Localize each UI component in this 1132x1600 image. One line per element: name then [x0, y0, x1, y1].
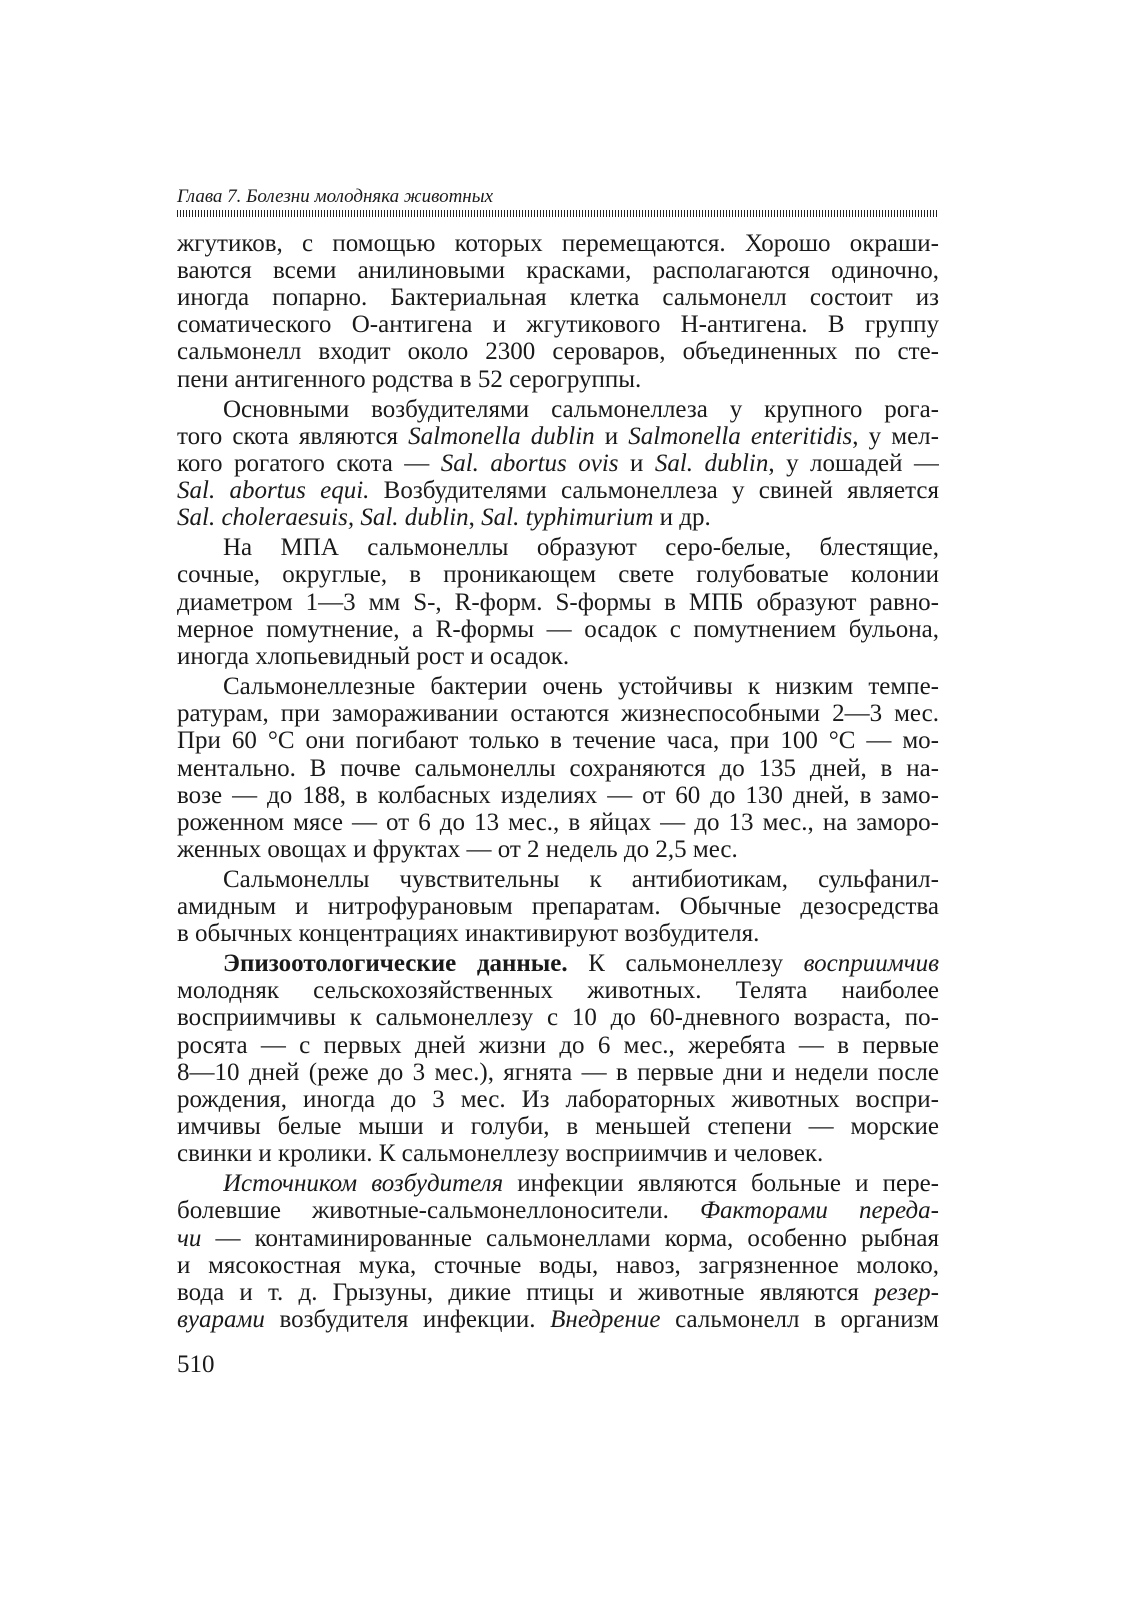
header-rule [177, 210, 939, 217]
text-run: На МПА сальмонеллы образуют серо-белые, блестящие, [223, 534, 939, 561]
text-line [177, 477, 939, 505]
text-line [223, 866, 939, 894]
text-run: ваются всеми анилиновыми красками, располагаются одиночно, [177, 257, 939, 284]
text-line [177, 338, 939, 366]
italic-run: Sal. abortus equi. [177, 477, 370, 504]
text-run: 8—10 дней (реже до 3 мес.), ягнята — в первые дни и недели после [177, 1059, 939, 1086]
text-line [177, 257, 939, 285]
text-run: сальмонелл входит около 2300 сероваров, объединенных по сте- [177, 338, 939, 365]
text-run: иногда попарно. Бактериальная клетка сальмонелл состоит из [177, 284, 939, 311]
italic-run: Sal. typhimurium [481, 504, 654, 531]
text-line [177, 1032, 939, 1060]
text-line [177, 1279, 939, 1307]
text-line [177, 782, 939, 810]
text-line [177, 1252, 939, 1280]
text-run: соматического О-антигена и жгутикового Н-антигена. В группу [177, 311, 939, 338]
text-line [177, 1225, 939, 1253]
text-run: сальмонелл в организм [660, 1306, 939, 1333]
italic-run: чи [177, 1225, 202, 1252]
text-run: возбудителя инфекции. [264, 1306, 551, 1333]
text-run: рождения, иногда до 3 мес. Из лабораторных животных воспри- [177, 1086, 939, 1113]
text-run: роженном мясе — от 6 до 13 мес., в яйцах — до 13 мес., на заморо- [177, 809, 939, 836]
text-run: ментально. В почве сальмонеллы сохраняются до 135 дней, в на- [177, 755, 939, 782]
text-line [177, 1140, 939, 1168]
text-run: сочные, округлые, в проникающем свете голубоватые колонии [177, 561, 939, 588]
text-run: возе — до 188, в колбасных изделиях — от 60 до 130 дней, в замо- [177, 782, 939, 809]
text-run: Сальмонеллы чувствительны к антибиотикам, сульфанил- [223, 866, 939, 893]
text-run: жгутиков, с помощью которых перемещаются. Хорошо окраши- [177, 230, 939, 257]
text-line [177, 504, 939, 532]
text-line [177, 755, 939, 783]
text-line [177, 727, 939, 755]
text-line [223, 1170, 939, 1198]
italic-run: Внедрение [550, 1306, 661, 1333]
text-run: и др. [653, 504, 711, 531]
text-run: женных овощах и фруктах — от 2 недель до 2,5 мес. [177, 836, 738, 863]
text-run: и [594, 423, 629, 450]
text-line [177, 836, 939, 864]
text-run: имчивы белые мыши и голуби, в меньшей степени — морские [177, 1113, 939, 1140]
text-run: инфекции являются больные и пере- [503, 1170, 939, 1197]
bold-run: Эпизоотологические данные. [223, 950, 568, 977]
running-header: Глава 7. Болезни молодняка животных [177, 186, 494, 207]
text-run: вода и т. д. Грызуны, дикие птицы и животные являются [177, 1279, 875, 1306]
text-run: кого рогатого скота — [177, 450, 441, 477]
text-run: диаметром 1—3 мм S-, R-форм. S-формы в МПБ образуют равно- [177, 589, 939, 616]
text-line [177, 230, 939, 258]
page-number: 510 [177, 1351, 215, 1378]
text-run: мерное помутнение, а R-формы — осадок с помутнением бульона, [177, 616, 939, 643]
text-line [223, 534, 939, 562]
text-run: Основными возбудителями сальмонеллеза у крупного рога- [223, 396, 939, 423]
text-run: того скота являются [177, 423, 409, 450]
italic-run: Salmonella enteritidis [628, 423, 853, 450]
italic-run: Факторами переда- [699, 1197, 939, 1224]
italic-run: вуарами [177, 1306, 265, 1333]
text-line [223, 396, 939, 424]
text-line [177, 1306, 939, 1334]
text-line [177, 893, 939, 921]
text-run: К сальмонеллезу [567, 950, 804, 977]
text-run: амидным и нитрофурановым препаратам. Обычные дезосредства [177, 893, 939, 920]
text-line [177, 589, 939, 617]
text-run: — контаминированные сальмонеллами корма, особенно рыбная [201, 1225, 939, 1252]
text-line [177, 450, 939, 478]
italic-run: Sal. abortus ovis [440, 450, 619, 477]
text-run: , у лошадей — [768, 450, 939, 477]
text-run: , [468, 504, 482, 531]
italic-run: восприимчив [803, 950, 939, 977]
text-line [177, 809, 939, 837]
italic-run: Sal. choleraesuis, Sal. dublin [177, 504, 469, 531]
text-line [177, 1113, 939, 1141]
text-line [177, 366, 939, 394]
text-run: и [618, 450, 655, 477]
text-line [177, 1197, 939, 1225]
text-run: свинки и кролики. К сальмонеллезу восприимчив и человек. [177, 1140, 824, 1167]
text-line [223, 950, 939, 978]
text-run: пени антигенного родства в 52 серогруппы. [177, 366, 642, 393]
text-run: болевшие животные-сальмонеллоносители. [177, 1197, 700, 1224]
text-line [177, 920, 939, 948]
text-line [177, 1004, 939, 1032]
text-line [177, 561, 939, 589]
text-run: молодняк сельскохозяйственных животных. Телята наиболее [177, 977, 939, 1004]
text-run: При 60 °С они погибают только в течение часа, при 100 °С — мо- [177, 727, 939, 754]
text-line [177, 616, 939, 644]
text-run: , у мел- [852, 423, 939, 450]
text-line [177, 1059, 939, 1087]
italic-run: Sal. dublin [654, 450, 769, 477]
text-line [177, 311, 939, 339]
text-line [223, 673, 939, 701]
text-run: и мясокостная мука, сточные воды, навоз, загрязненное молоко, [177, 1252, 939, 1279]
text-run: восприимчивы к сальмонеллезу с 10 до 60-дневного возраста, по- [177, 1004, 939, 1031]
text-run: в обычных концентрациях инактивируют возбудителя. [177, 920, 760, 947]
text-run: ратурам, при замораживании остаются жизнеспособными 2—3 мес. [177, 700, 939, 727]
text-run: Возбудителями сальмонеллеза у свиней является [369, 477, 939, 504]
text-line [177, 423, 939, 451]
italic-run: Источником возбудителя [223, 1170, 504, 1197]
text-run: иногда хлопьевидный рост и осадок. [177, 643, 570, 670]
italic-run: резер- [874, 1279, 939, 1306]
text-line [177, 643, 939, 671]
text-line [177, 1086, 939, 1114]
text-line [177, 700, 939, 728]
text-run: Сальмонеллезные бактерии очень устойчивы к низким темпе- [223, 673, 939, 700]
text-line [177, 284, 939, 312]
italic-run: Salmonella dublin [408, 423, 595, 450]
text-line [177, 977, 939, 1005]
text-run: росята — с первых дней жизни до 6 мес., жеребята — в первые [177, 1032, 939, 1059]
